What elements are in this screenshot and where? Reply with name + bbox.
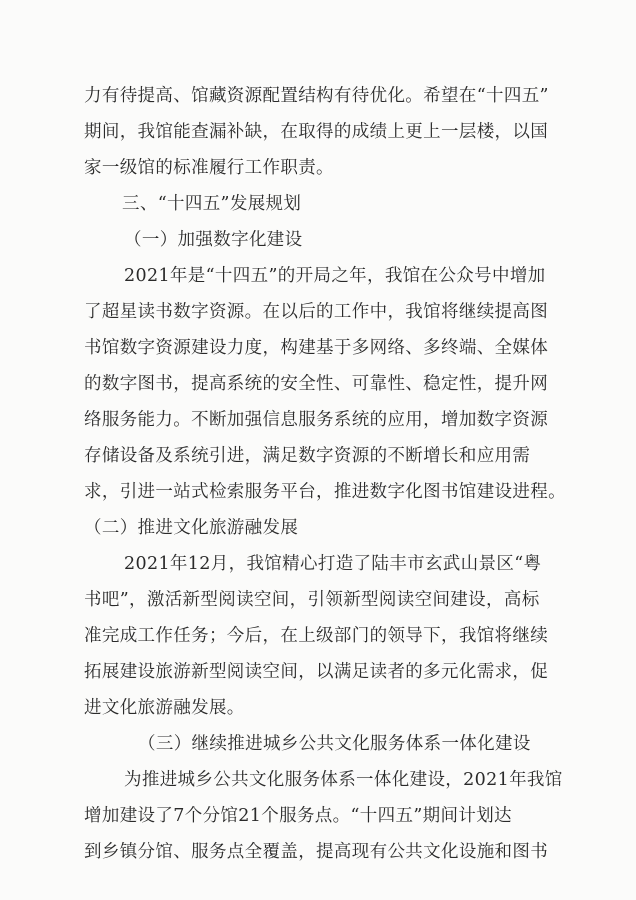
body-text-line: 到乡镇分馆、服务点全覆盖，提高现有公共文化设施和图书: [84, 842, 549, 862]
body-text-line: 进文化旅游融发展。: [84, 698, 245, 718]
body-text-line: 拓展建设旅游新型阅读空间，以满足读者的多元化需求，促: [84, 662, 549, 682]
body-text-line: 络服务能力。不断加强信息服务系统的应用，增加数字资源: [84, 410, 549, 430]
body-text-line: 书馆数字资源建设力度，构建基于多网络、多终端、全媒体: [84, 338, 549, 358]
body-text-line: 的数字图书，提高系统的安全性、可靠性、稳定性，提升网: [84, 374, 549, 394]
body-text-line: 力有待提高、馆藏资源配置结构有待优化。希望在“十四五”: [84, 86, 549, 106]
body-text-line: 准完成工作任务；今后，在上级部门的领导下，我馆将继续: [84, 626, 549, 646]
body-text-line: 增加建设了7个分馆21个服务点。“十四五”期间计划达: [84, 806, 512, 826]
subsection-heading: （二）推进文化旅游融发展: [84, 518, 299, 538]
body-text-line: 求，引进一站式检索服务平台，推进数字化图书馆建设进程。: [84, 482, 566, 502]
body-text-line: 书吧”，激活新型阅读空间，引领新型阅读空间建设，高标: [84, 590, 540, 610]
section-heading: 三、“十四五”发展规划: [122, 194, 302, 214]
body-text-line: 为推进城乡公共文化服务体系一体化建设，2021年我馆: [124, 770, 563, 790]
body-text-line: 2021年12月，我馆精心打造了陆丰市玄武山景区“粤: [124, 554, 542, 574]
body-text-line: 存储设备及系统引进，满足数字资源的不断增长和应用需: [84, 446, 531, 466]
subsection-heading: （三）继续推进城乡公共文化服务体系一体化建设: [138, 734, 531, 754]
body-text-line: 期间，我馆能查漏补缺，在取得的成绩上更上一层楼，以国: [84, 122, 549, 142]
body-text-line: 了超星读书数字资源。在以后的工作中，我馆将继续提高图: [84, 302, 549, 322]
body-text-line: 家一级馆的标准履行工作职责。: [84, 158, 334, 178]
subsection-heading: （一）加强数字化建设: [124, 230, 303, 250]
body-text-line: 2021年是“十四五”的开局之年，我馆在公众号中增加: [124, 266, 546, 286]
